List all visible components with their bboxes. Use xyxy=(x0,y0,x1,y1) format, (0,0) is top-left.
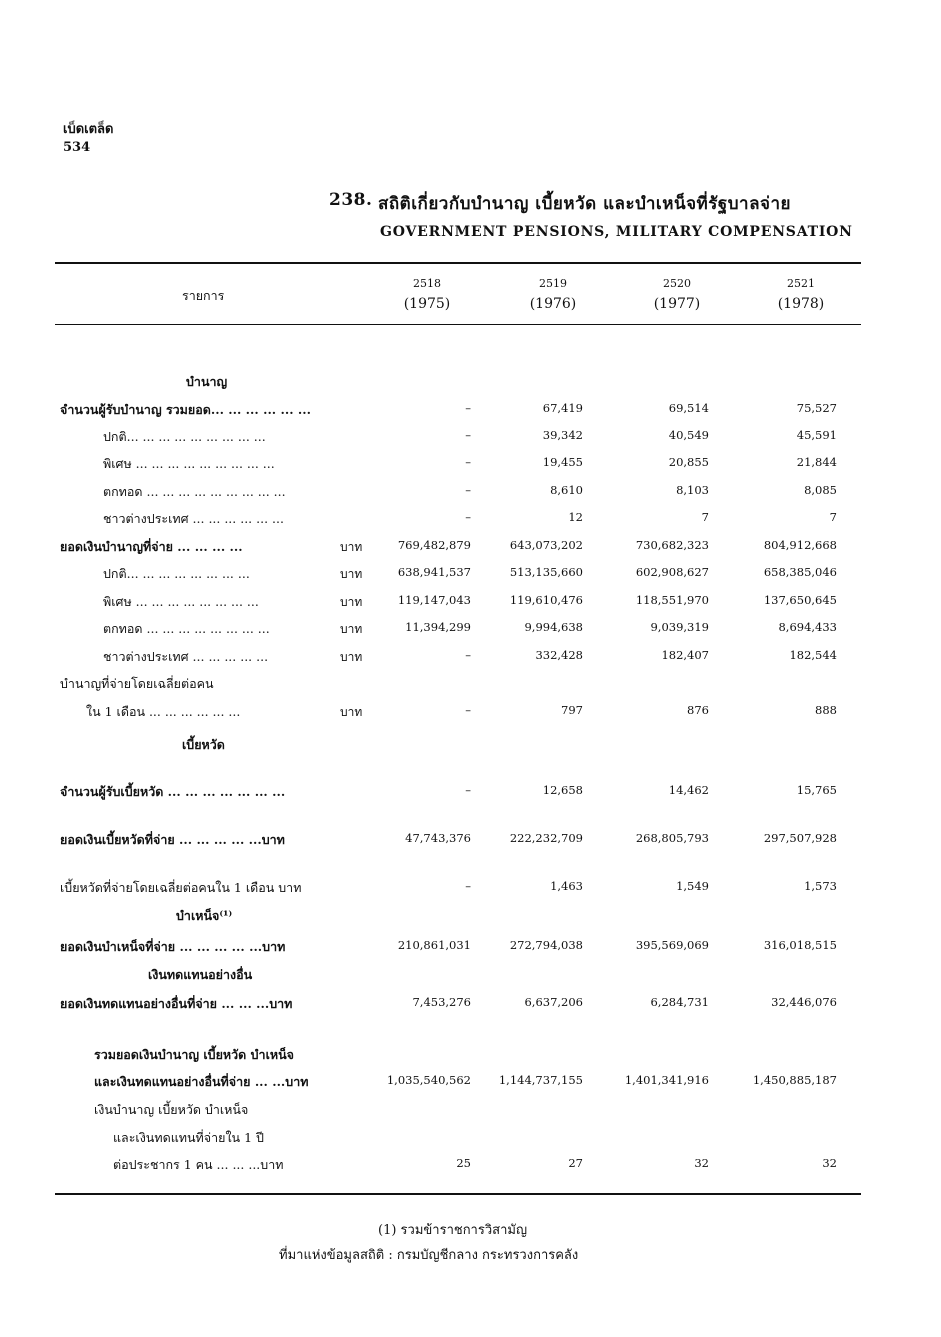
value-2518: – xyxy=(465,510,471,524)
value-2520: 730,682,323 xyxy=(635,538,709,552)
value-2518: – xyxy=(465,483,471,497)
top-rule xyxy=(55,262,861,264)
row-label: ยอดเงินเบี้ยหวัดที่จ่าย ... ... ... ... ...บาท xyxy=(60,832,285,847)
value-2519: 12,658 xyxy=(542,783,583,797)
value-2518: – xyxy=(465,879,471,893)
value-2519: 513,135,660 xyxy=(509,565,583,579)
value-2520: 8,103 xyxy=(676,483,709,497)
row-label: ชาวต่างประเทศ ... ... ... ... ... xyxy=(103,649,269,664)
row-label: ใน 1 เดือน ... ... ... ... ... ... xyxy=(86,704,241,719)
year-be: 2518 xyxy=(413,277,441,290)
value-2519: 39,342 xyxy=(542,428,583,442)
value-2519: 27 xyxy=(568,1156,583,1170)
row-label: บำนาญที่จ่ายโดยเฉลี่ยต่อคน xyxy=(60,676,214,691)
header-rule xyxy=(55,324,861,325)
value-2520: 182,407 xyxy=(661,648,709,662)
year-ce: (1978) xyxy=(777,296,825,312)
value-2520: 118,551,970 xyxy=(635,593,709,607)
value-2518: 210,861,031 xyxy=(397,938,471,952)
year-be: 2521 xyxy=(787,277,815,290)
row-label: ยอดเงินทดแทนอย่างอื่นที่จ่าย ... ... ...บาท xyxy=(60,996,293,1011)
value-2521: 32 xyxy=(822,1156,837,1170)
row-label: ยอดเงินบำเหน็จที่จ่าย ... ... ... ... ...บาท xyxy=(60,939,286,954)
value-2520: 32 xyxy=(694,1156,709,1170)
value-2519: 332,428 xyxy=(535,648,583,662)
row-label: ปกติ... ... ... ... ... ... ... ... ... xyxy=(103,429,266,444)
row-label: ต่อประชากร 1 คน ... ... ...บาท xyxy=(113,1157,284,1172)
year-column-header xyxy=(498,274,608,314)
value-2518: 7,453,276 xyxy=(412,995,471,1009)
section-header-pension: บำนาญ xyxy=(186,374,228,389)
row-label: จำนวนผู้รับบำนาญ รวมยอด... ... ... ... ... ... xyxy=(60,402,311,417)
section-header-other: เงินทดแทนอย่างอื่น xyxy=(148,967,253,982)
value-2521: 1,573 xyxy=(804,879,837,893)
value-2519: 8,610 xyxy=(550,483,583,497)
year-column-header xyxy=(372,274,482,314)
value-2519: 119,610,476 xyxy=(509,593,583,607)
row-label: พิเศษ ... ... ... ... ... ... ... ... xyxy=(103,594,259,609)
value-2518: – xyxy=(465,455,471,469)
footnote-1: (1) รวมข้าราชการวิสามัญ xyxy=(378,1223,528,1238)
value-2518: – xyxy=(465,648,471,662)
value-2520: 6,284,731 xyxy=(650,995,709,1009)
value-2520: 20,855 xyxy=(668,455,709,469)
section-name: เบ็ดเตล็ด xyxy=(63,122,114,137)
year-column-header xyxy=(622,274,732,314)
table-title-thai: สถิติเกี่ยวกับบำนาญ เบี้ยหวัด และบำเหน็จที่รัฐบาลจ่าย xyxy=(378,194,791,214)
table-title-english: GOVERNMENT PENSIONS, MILITARY COMPENSATION xyxy=(380,224,853,240)
year-ce: (1977) xyxy=(653,296,701,312)
value-2521: 888 xyxy=(815,703,837,717)
source-note: ที่มาแห่งข้อมูลสถิติ : กรมบัญชีกลาง กระทรวงการคลัง xyxy=(279,1248,579,1263)
row-unit: บาท xyxy=(340,567,363,581)
value-2521: 182,544 xyxy=(789,648,837,662)
value-2520: 40,549 xyxy=(668,428,709,442)
value-2518: 25 xyxy=(456,1156,471,1170)
item-column-header: รายการ xyxy=(182,288,225,303)
row-label: พิเศษ ... ... ... ... ... ... ... ... ... xyxy=(103,456,275,471)
value-2520: 7 xyxy=(701,510,709,524)
value-2518: 638,941,537 xyxy=(397,565,471,579)
value-2521: 15,765 xyxy=(796,783,837,797)
value-2521: 137,650,645 xyxy=(763,593,837,607)
value-2520: 69,514 xyxy=(668,401,709,415)
year-column-header xyxy=(746,274,856,314)
row-label: และเงินทดแทนอย่างอื่นที่จ่าย ... ...บาท xyxy=(94,1074,309,1089)
value-2521: 297,507,928 xyxy=(763,831,837,845)
row-label: ตกทอด ... ... ... ... ... ... ... ... xyxy=(103,621,270,636)
value-2519: 222,232,709 xyxy=(509,831,583,845)
value-2518: – xyxy=(465,401,471,415)
row-label: รวมยอดเงินบำนาญ เบี้ยหวัด บำเหน็จ xyxy=(94,1047,294,1062)
value-2518: – xyxy=(465,783,471,797)
row-label: ยอดเงินบำนาญที่จ่าย ... ... ... ... xyxy=(60,539,243,554)
row-label: และเงินทดแทนที่จ่ายใน 1 ปี xyxy=(113,1130,264,1145)
row-unit: บาท xyxy=(340,622,363,636)
value-2519: 797 xyxy=(561,703,583,717)
value-2521: 45,591 xyxy=(796,428,837,442)
row-label: ปกติ... ... ... ... ... ... ... ... xyxy=(103,566,250,581)
year-ce: (1976) xyxy=(529,296,577,312)
value-2520: 1,401,341,916 xyxy=(624,1073,709,1087)
section-header-gratuity: บำเหน็จ⁽¹⁾ xyxy=(176,908,233,923)
row-unit: บาท xyxy=(340,705,363,719)
value-2519: 643,073,202 xyxy=(509,538,583,552)
value-2521: 8,694,433 xyxy=(778,620,837,634)
value-2518: – xyxy=(465,703,471,717)
value-2521: 21,844 xyxy=(796,455,837,469)
value-2518: – xyxy=(465,428,471,442)
value-2521: 75,527 xyxy=(796,401,837,415)
value-2521: 316,018,515 xyxy=(763,938,837,952)
bottom-rule xyxy=(55,1193,861,1195)
value-2521: 7 xyxy=(829,510,837,524)
value-2519: 272,794,038 xyxy=(509,938,583,952)
value-2519: 12 xyxy=(568,510,583,524)
value-2518: 11,394,299 xyxy=(405,620,471,634)
value-2519: 6,637,206 xyxy=(524,995,583,1009)
row-unit: บาท xyxy=(340,540,363,554)
value-2521: 32,446,076 xyxy=(771,995,837,1009)
row-label: จำนวนผู้รับเบี้ยหวัด ... ... ... ... ... ... ... xyxy=(60,784,286,799)
value-2518: 1,035,540,562 xyxy=(386,1073,471,1087)
value-2520: 14,462 xyxy=(668,783,709,797)
value-2520: 268,805,793 xyxy=(635,831,709,845)
year-ce: (1975) xyxy=(403,296,451,312)
value-2521: 804,912,668 xyxy=(763,538,837,552)
row-label: ชาวต่างประเทศ ... ... ... ... ... ... xyxy=(103,511,284,526)
value-2518: 769,482,879 xyxy=(397,538,471,552)
year-be: 2520 xyxy=(663,277,691,290)
value-2521: 1,450,885,187 xyxy=(752,1073,837,1087)
section-header-military: เบี้ยหวัด xyxy=(182,737,225,752)
value-2520: 876 xyxy=(687,703,709,717)
table-number: 238. xyxy=(329,190,373,210)
row-label: ตกทอด ... ... ... ... ... ... ... ... ... xyxy=(103,484,286,499)
value-2518: 119,147,043 xyxy=(397,593,471,607)
value-2520: 602,908,627 xyxy=(635,565,709,579)
value-2521: 8,085 xyxy=(804,483,837,497)
value-2520: 395,569,069 xyxy=(635,938,709,952)
value-2519: 67,419 xyxy=(542,401,583,415)
row-label: เงินบำนาญ เบี้ยหวัด บำเหน็จ xyxy=(94,1102,249,1117)
value-2519: 1,463 xyxy=(550,879,583,893)
row-unit: บาท xyxy=(340,595,363,609)
row-unit: บาท xyxy=(340,650,363,664)
value-2519: 19,455 xyxy=(542,455,583,469)
page-number: 534 xyxy=(63,140,91,155)
year-be: 2519 xyxy=(539,277,567,290)
value-2518: 47,743,376 xyxy=(405,831,471,845)
value-2520: 9,039,319 xyxy=(650,620,709,634)
value-2519: 9,994,638 xyxy=(524,620,583,634)
value-2519: 1,144,737,155 xyxy=(498,1073,583,1087)
value-2520: 1,549 xyxy=(676,879,709,893)
value-2521: 658,385,046 xyxy=(763,565,837,579)
row-label: เบี้ยหวัดที่จ่ายโดยเฉลี่ยต่อคนใน 1 เดือน บาท xyxy=(60,880,302,895)
